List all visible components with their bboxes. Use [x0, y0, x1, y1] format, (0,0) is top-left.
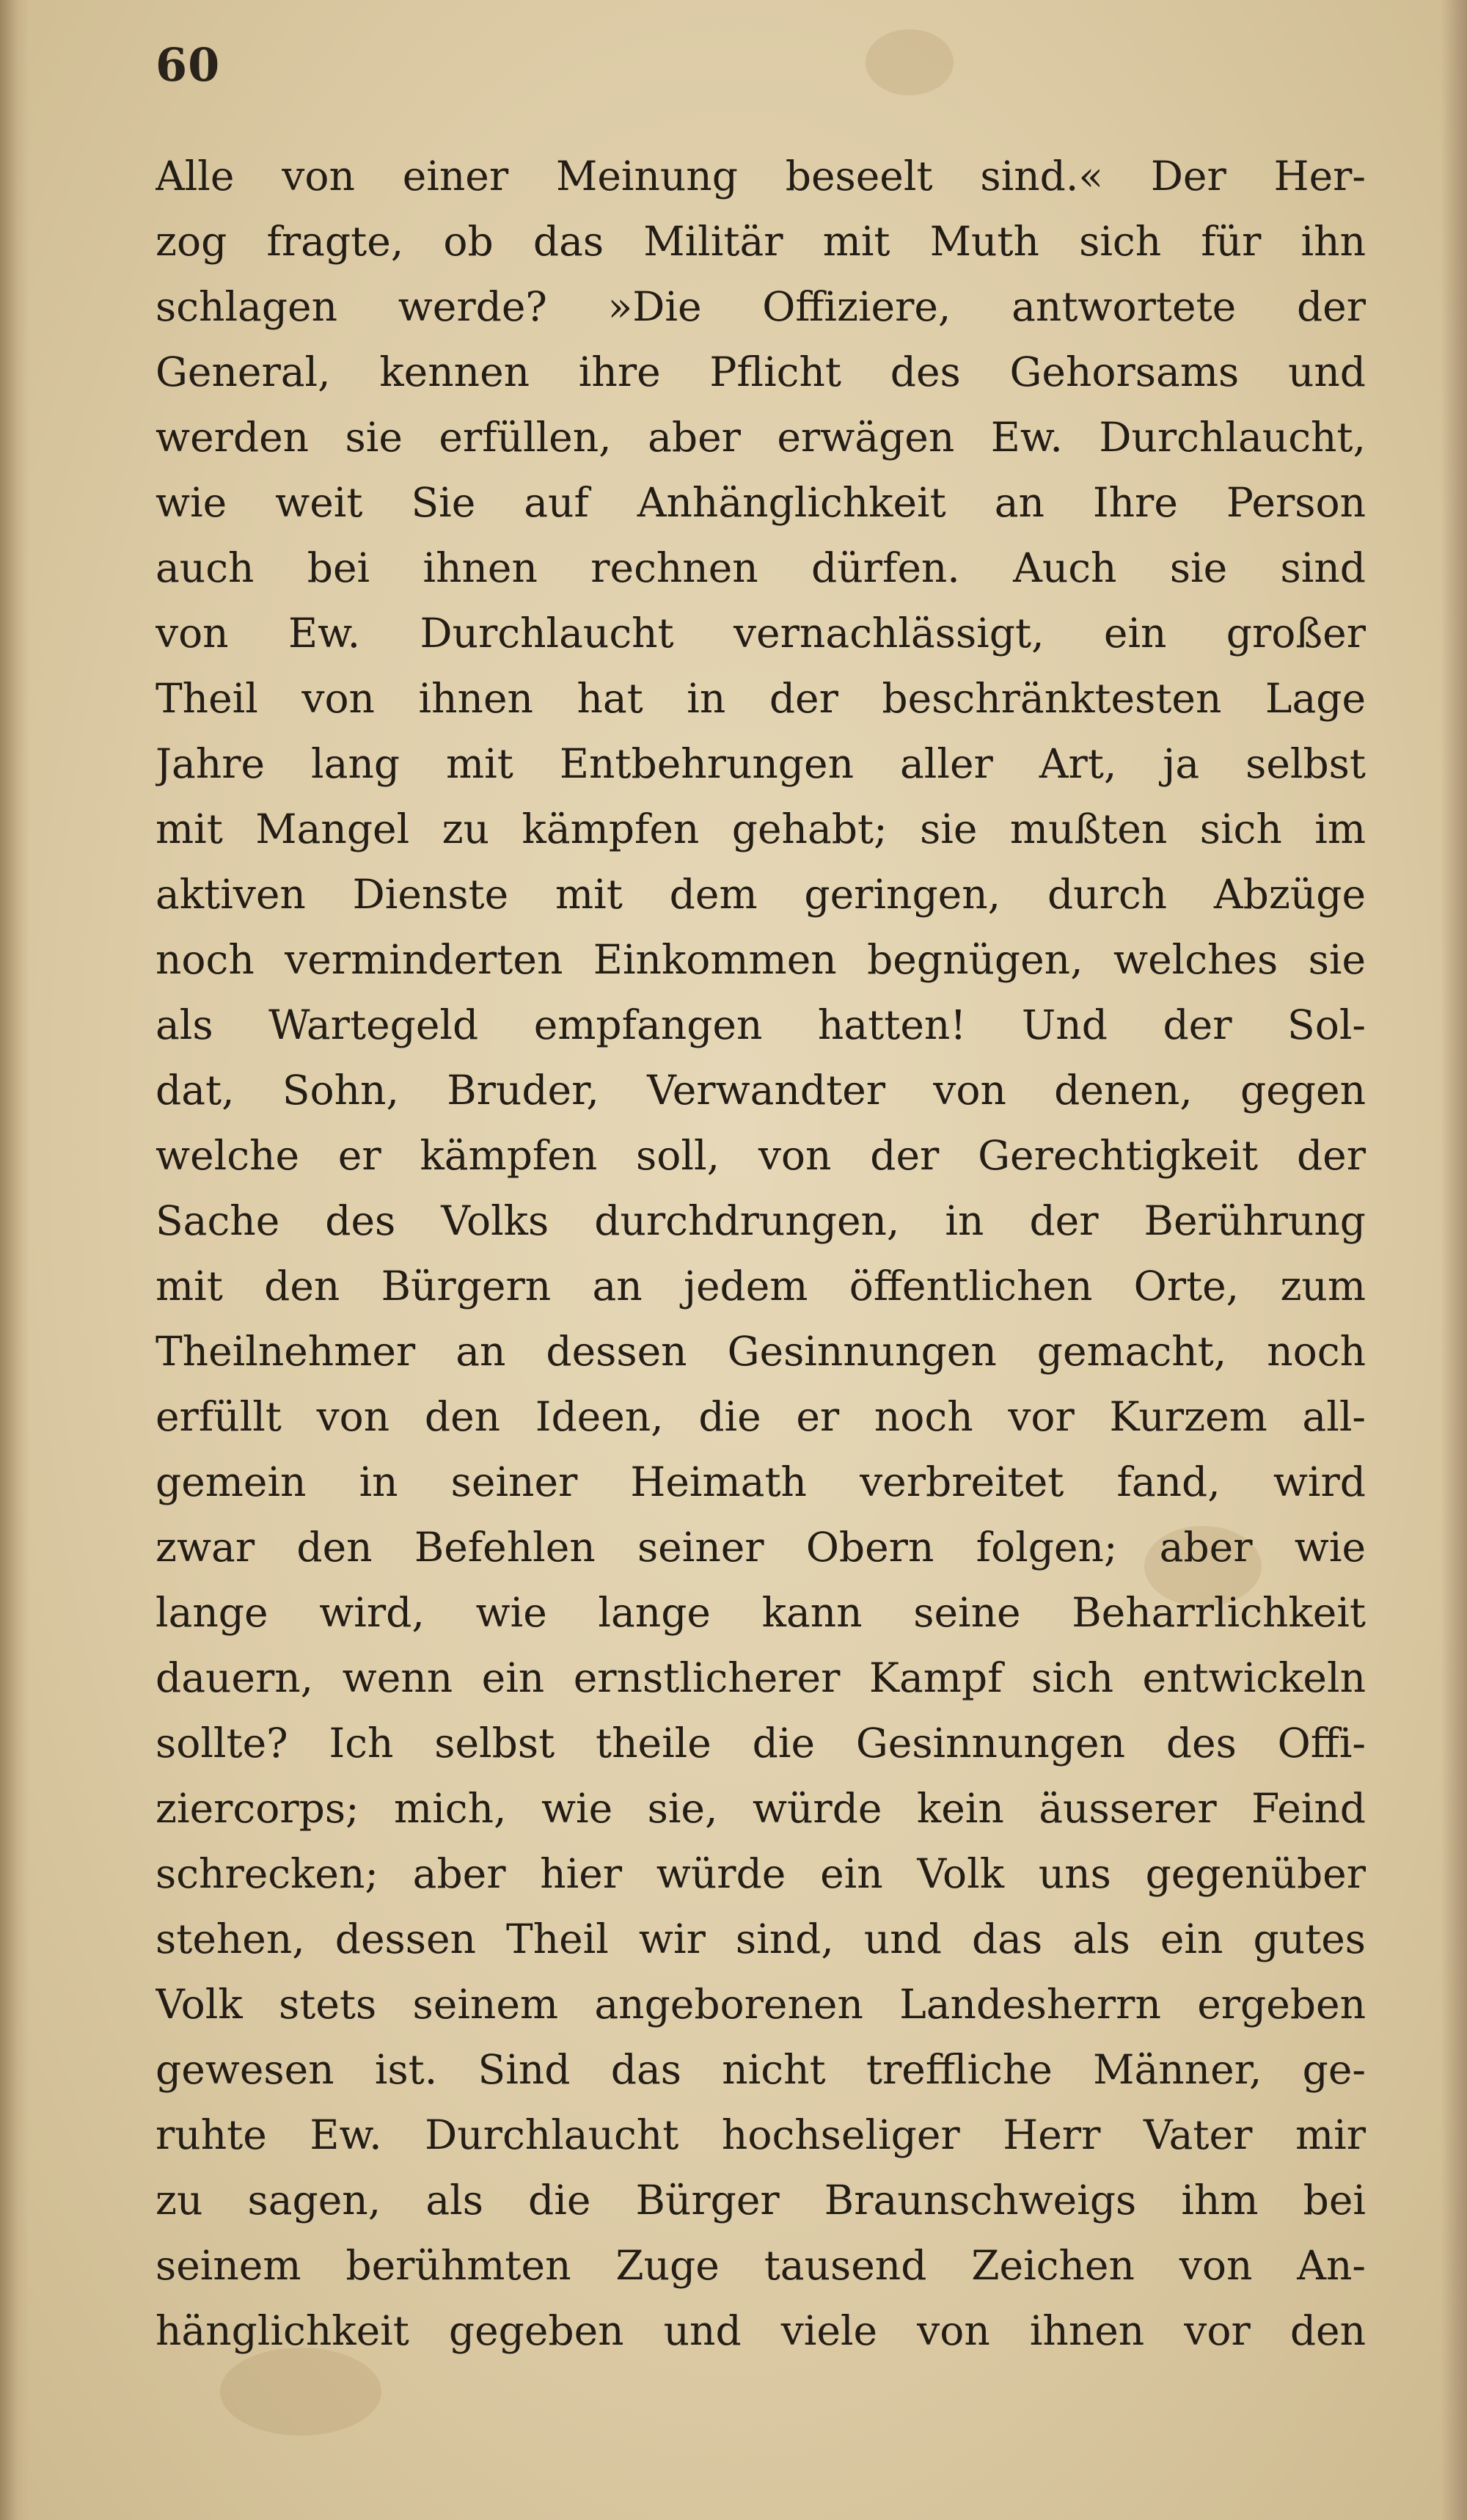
text-line: zwar den Befehlen seiner Obern folgen; aber wie	[156, 1524, 1366, 1571]
text-line: erfüllt von den Ideen, die er noch vor Kurzem all-	[156, 1393, 1366, 1440]
text-line: auch bei ihnen rechnen dürfen. Auch sie sind	[156, 544, 1366, 591]
text-line: hänglichkeit gegeben und viele von ihnen vor den	[156, 2307, 1366, 2354]
text-line: Alle von einer Meinung beseelt sind.« Der Her-	[156, 153, 1366, 200]
text-line: Volk stets seinem angeborenen Landesherrn ergeben	[156, 1981, 1366, 2028]
page-edge-shadow	[1441, 0, 1467, 2520]
text-line: zu sagen, als die Bürger Braunschweigs ihm bei	[156, 2177, 1366, 2224]
page-gutter-shadow	[0, 0, 29, 2520]
text-line: zog fragte, ob das Militär mit Muth sich für ihn	[156, 218, 1366, 265]
text-line: gewesen ist. Sind das nicht treffliche Männer, ge-	[156, 2046, 1366, 2093]
text-line: Sache des Volks durchdrungen, in der Berührung	[156, 1197, 1366, 1244]
text-line: schlagen werde? »Die Offiziere, antwortete der	[156, 283, 1366, 330]
text-line: Theil von ihnen hat in der beschränktesten Lage	[156, 675, 1366, 722]
text-line: schrecken; aber hier würde ein Volk uns gegenüber	[156, 1850, 1366, 1897]
text-line: wie weit Sie auf Anhänglichkeit an Ihre Person	[156, 479, 1366, 526]
text-line: mit Mangel zu kämpfen gehabt; sie mußten sich im	[156, 806, 1366, 852]
text-line: dat, Sohn, Bruder, Verwandter von denen, gegen	[156, 1067, 1366, 1114]
text-line: stehen, dessen Theil wir sind, und das als ein gutes	[156, 1915, 1366, 1962]
text-line: lange wird, wie lange kann seine Beharrlichkeit	[156, 1589, 1366, 1636]
text-line: dauern, wenn ein ernstlicherer Kampf sich entwickeln	[156, 1654, 1366, 1701]
text-line: sollte? Ich selbst theile die Gesinnungen des Offi-	[156, 1720, 1366, 1767]
text-line: seinem berühmten Zuge tausend Zeichen von An-	[156, 2242, 1366, 2289]
paper-stain	[866, 29, 954, 95]
text-line: noch verminderten Einkommen begnügen, welches sie	[156, 936, 1366, 983]
text-line: als Wartegeld empfangen hatten! Und der Sol-	[156, 1001, 1366, 1048]
text-line: Jahre lang mit Entbehrungen aller Art, ja selbst	[156, 740, 1366, 787]
text-line: General, kennen ihre Pflicht des Gehorsams und	[156, 348, 1366, 395]
text-line: werden sie erfüllen, aber erwägen Ew. Durchlaucht,	[156, 414, 1366, 461]
text-line: aktiven Dienste mit dem geringen, durch Abzüge	[156, 871, 1366, 918]
text-line: mit den Bürgern an jedem öffentlichen Orte, zum	[156, 1263, 1366, 1310]
text-line: welche er kämpfen soll, von der Gerechtigkeit der	[156, 1132, 1366, 1179]
text-line: ziercorps; mich, wie sie, würde kein äusserer Feind	[156, 1785, 1366, 1832]
text-line: von Ew. Durchlaucht vernachlässigt, ein großer	[156, 610, 1366, 657]
text-line: Theilnehmer an dessen Gesinnungen gemacht, noch	[156, 1328, 1366, 1375]
text-line: ruhte Ew. Durchlaucht hochseliger Herr Vater mir	[156, 2111, 1366, 2158]
page-number: 60	[156, 38, 221, 92]
text-line: gemein in seiner Heimath verbreitet fand, wird	[156, 1458, 1366, 1505]
body-text	[156, 144, 1366, 2364]
